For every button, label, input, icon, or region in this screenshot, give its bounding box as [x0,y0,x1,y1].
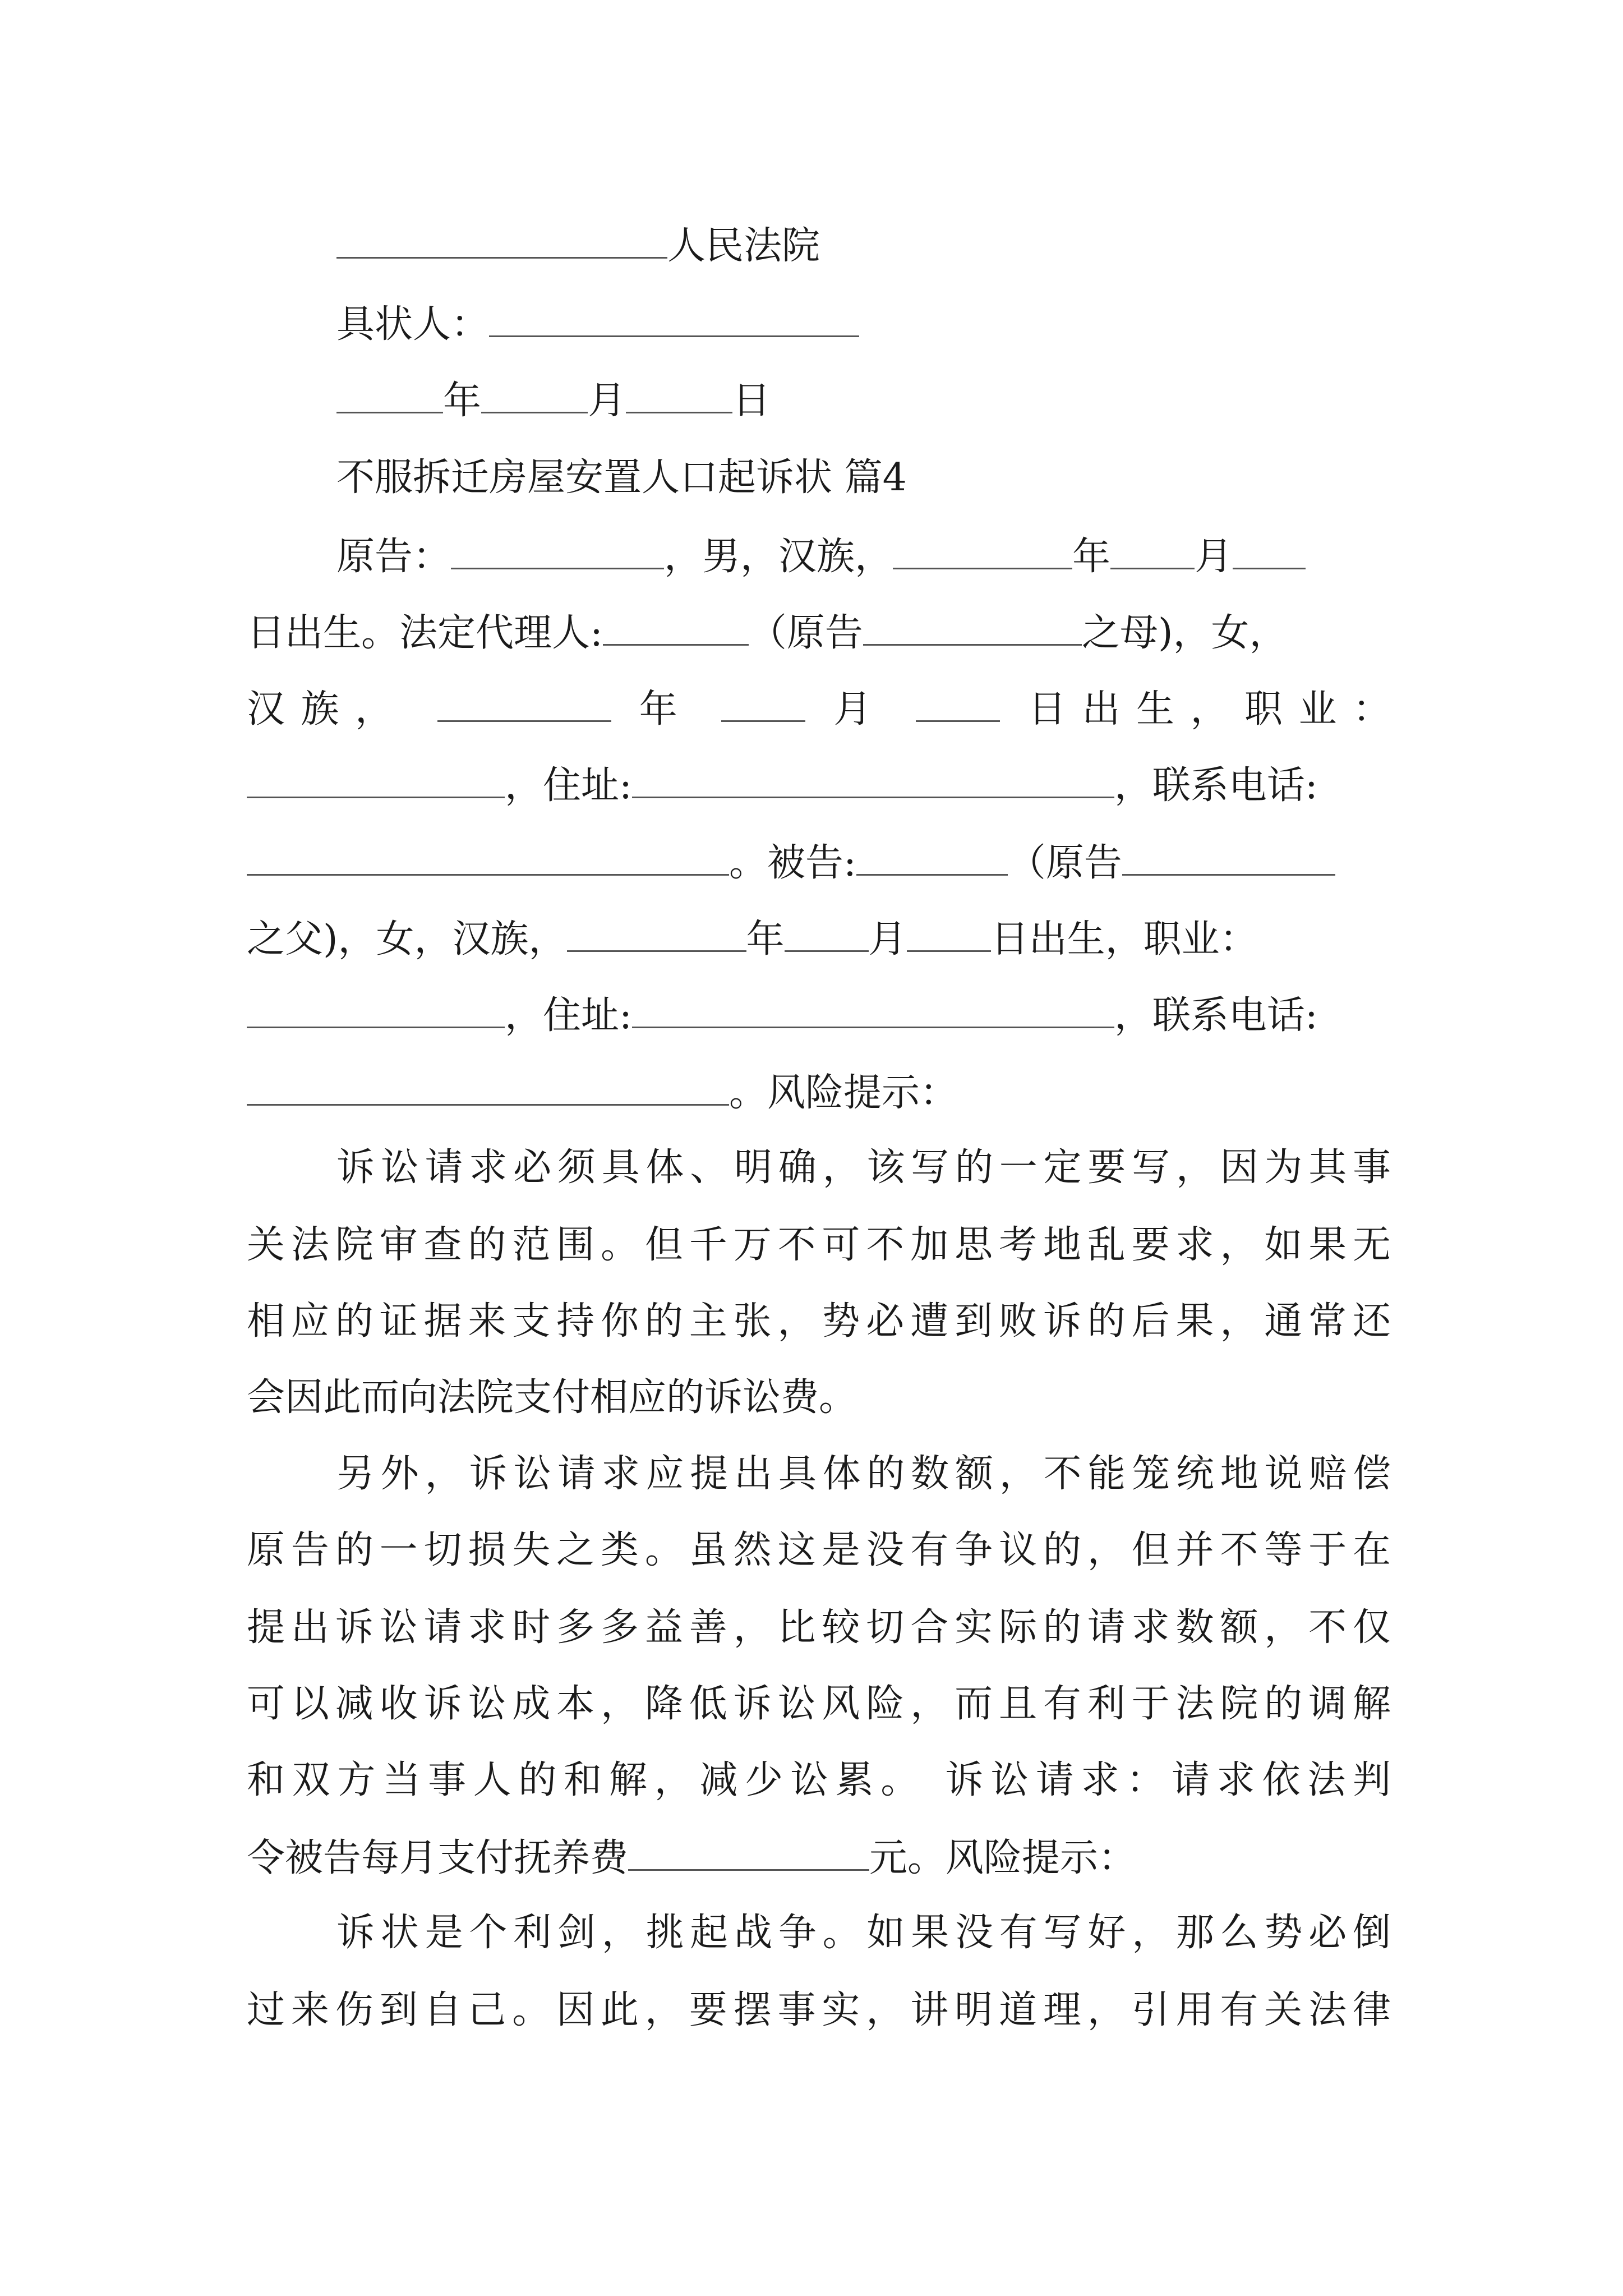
risk-notice-heading-2: 元。风险提示： [869,1836,1137,1880]
guardian-phone-label: ，联系电话: [1114,763,1318,808]
defendant-month-label: 月 [868,917,907,961]
defendant-year-label: 年 [746,917,785,961]
plaintiff-label: 原告： [336,535,451,579]
para1-line: 会因此而向法院支付相应的诉讼费。 [247,1375,857,1420]
plaintiff-month-blank[interactable] [1110,530,1195,569]
guardian-day-blank[interactable] [916,682,1000,722]
para1-line: 关法院审查的范围。但千万不可不加思考地乱要求，如果无 [247,1223,1391,1267]
guardian-occupation-blank[interactable] [247,758,505,798]
defendant-line-2 [247,912,1391,964]
para3-line: 过来伤到自己。因此，要摆事实，讲明道理，引用有关法律 [247,1988,1391,2032]
date-year-label: 年 [443,379,482,423]
signer-blank[interactable] [489,297,859,337]
defendant-address-label: ，住址: [505,993,632,1038]
defendant-relation-close: 之父)，女，汉族， [247,917,567,961]
defendant-occupation-blank[interactable] [247,988,505,1028]
year-blank[interactable] [336,374,443,413]
signer-label: 具状人： [336,302,490,347]
guardian-month-blank[interactable] [721,682,805,722]
guardian-year-label: 年 [639,687,694,731]
date-day-label: 日 [732,379,771,423]
date-month-label: 月 [588,379,626,423]
guardian-name-blank[interactable] [603,606,749,646]
support-amount-blank[interactable] [628,1831,869,1871]
plaintiff-line-2 [247,606,1391,657]
court-line [336,219,1391,270]
date-line [336,374,1391,425]
guardian-birth-occupation: 日出生，职业： [1028,687,1391,731]
defendant-line-4 [247,1066,1391,1117]
defendant-month-blank[interactable] [785,912,869,952]
defendant-phone-label: ，联系电话: [1114,993,1318,1038]
defendant-phone-blank[interactable] [247,1066,729,1106]
plaintiff-month-label: 月 [1195,535,1233,579]
court-name-blank[interactable] [336,219,667,259]
month-blank[interactable] [481,374,588,413]
guardian-month-label: 月 [833,687,888,731]
support-amount-label: 令被告每月支付抚养费 [247,1836,629,1880]
plaintiff-day-blank[interactable] [1233,530,1306,569]
plaintiff-name-blank[interactable] [451,530,664,569]
signer-line [336,297,1391,349]
guardian-relation-blank[interactable] [863,606,1082,646]
section-title: 不服拆迁房屋安置人口起诉状 篇4 [336,455,907,500]
plaintiff-line-4 [247,758,1391,810]
para2-line: 原告的一切损失之类。虽然这是没有争议的，但并不等于在 [247,1528,1391,1572]
plaintiff-year-label: 年 [1072,535,1111,579]
guardian-address-blank[interactable] [632,758,1114,798]
para2-line: 提出诉讼请求时多多益善，比较切合实际的请求数额，不仅 [247,1605,1391,1650]
risk-notice-heading-1: 。风险提示： [729,1071,958,1115]
guardian-label: 日出生。法定代理人: [247,611,603,655]
para1-line: 诉讼请求必须具体、明确，该写的一定要写，因为其事 [336,1145,1391,1190]
defendant-year-blank[interactable] [567,912,746,952]
plaintiff-line-1 [336,530,1391,581]
defendant-address-blank[interactable] [632,988,1114,1028]
para2-line: 可以减收诉讼成本，降低诉讼风险，而且有利于法院的调解 [247,1682,1391,1726]
defendant-relation-blank[interactable] [1122,836,1335,876]
guardian-ethnicity: 汉族， [247,687,409,731]
defendant-name-blank[interactable] [856,836,1008,876]
para2-line: 另外，诉讼请求应提出具体的数额，不能笼统地说赔偿 [336,1452,1391,1496]
day-blank[interactable] [626,374,732,413]
plaintiff-gender-ethnicity: ，男，汉族， [664,535,893,579]
defendant-line-3 [247,988,1391,1040]
guardian-relation-close: 之母)，女， [1081,611,1288,655]
defendant-relation-open: （原告 [1007,841,1122,885]
para2-last-line [247,1831,1391,1883]
court-suffix: 人民法院 [667,224,820,268]
plaintiff-year-blank[interactable] [893,530,1072,569]
defendant-day-blank[interactable] [907,912,991,952]
defendant-label: 。被告: [729,841,856,885]
para2-line: 和双方当事人的和解，减少讼累。 诉讼请求：请求依法判 [247,1758,1391,1802]
guardian-year-blank[interactable] [437,682,611,722]
para1-line: 相应的证据来支持你的主张，势必遭到败诉的后果，通常还 [247,1299,1391,1343]
defendant-line-1 [247,836,1391,887]
guardian-address-label: ，住址: [505,763,632,808]
guardian-phone-blank[interactable] [247,836,729,876]
defendant-birth-occupation: 日出生，职业： [990,917,1258,961]
guardian-relation-open: （原告 [748,611,863,655]
para3-line: 诉状是个利剑，挑起战争。如果没有写好，那么势必倒 [336,1911,1391,1955]
plaintiff-line-3 [247,682,1391,734]
